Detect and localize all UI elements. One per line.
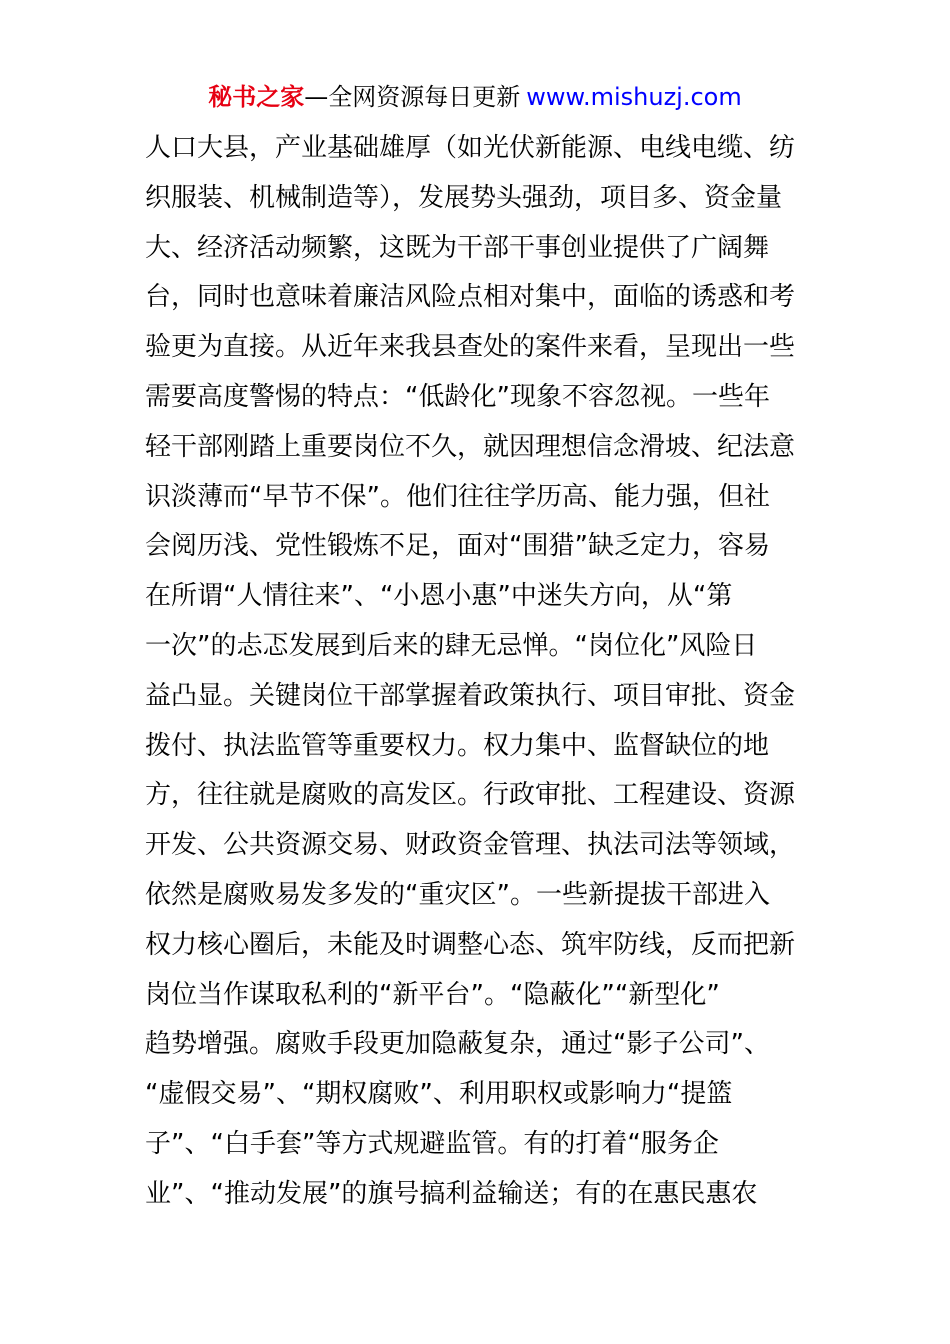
text-line: 业”、“推动发展”的旗号搞利益输送；有的在惠民惠农: [145, 1178, 758, 1209]
text-line: 岗位当作谋取私利的“新平台”。“隐蔽化”“新型化”: [145, 979, 720, 1010]
text-line: 人口大县，产业基础雄厚（如光伏新能源、电线电缆、纺: [145, 133, 796, 163]
text-line: 趋势增强。腐败手段更加隐蔽复杂，通过“影子公司”、: [145, 1029, 770, 1060]
text-line: 织服装、机械制造等），发展势头强劲，项目多、资金量: [145, 182, 783, 213]
text-line: 在所谓“人情往来”、“小恩小惠”中迷失方向，从“第: [145, 581, 733, 612]
text-line: 开发、公共资源交易、财政资金管理、执法司法等领域，: [145, 830, 796, 861]
text-line: 子”、“白手套”等方式规避监管。有的打着“服务企: [145, 1128, 719, 1159]
text-line: 依然是腐败易发多发的“重灾区”。一些新提拔干部进入: [145, 879, 770, 910]
text-line: 台，同时也意味着廉洁风险点相对集中，面临的诱惑和考: [145, 282, 796, 313]
text-line: 验更为直接。从近年来我县查处的案件来看，呈现出一些: [145, 332, 796, 363]
text-line: 会阅历浅、党性锻炼不足，面对“围猎”缺乏定力，容易: [145, 531, 770, 562]
text-line: 益凸显。关键岗位干部掌握着政策执行、项目审批、资金: [145, 680, 796, 711]
page-header: [0, 80, 950, 114]
text-line: 识淡薄而“早节不保”。他们往往学历高、能力强，但社: [145, 481, 770, 512]
text-line: 轻干部刚踏上重要岗位不久，就因理想信念滑坡、纪法意: [145, 431, 796, 462]
text-line: “虚假交易”、“期权腐败”、利用职权或影响力“提篮: [145, 1079, 733, 1110]
header-tagline: —全网资源每日更新: [304, 83, 521, 111]
text-line: 大、经济活动频繁，这既为干部干事创业提供了广阔舞: [145, 232, 770, 263]
text-line: 权力核心圈后，未能及时调整心态、筑牢防线，反而把新: [145, 929, 796, 960]
site-url-link[interactable]: www.mishuzj.com: [526, 83, 742, 111]
document-body: [145, 124, 815, 1220]
text-line: 方，往往就是腐败的高发区。行政审批、工程建设、资源: [145, 780, 796, 811]
text-line: 拨付、执法监管等重要权力。权力集中、监督缺位的地: [145, 730, 770, 761]
text-line: 一次”的忐忑发展到后来的肆无忌惮。“岗位化”风险日: [145, 630, 758, 661]
text-line: 需要高度警惕的特点：“低龄化”现象不容忽视。一些年: [145, 381, 770, 412]
brand-name: 秘书之家: [208, 83, 305, 111]
